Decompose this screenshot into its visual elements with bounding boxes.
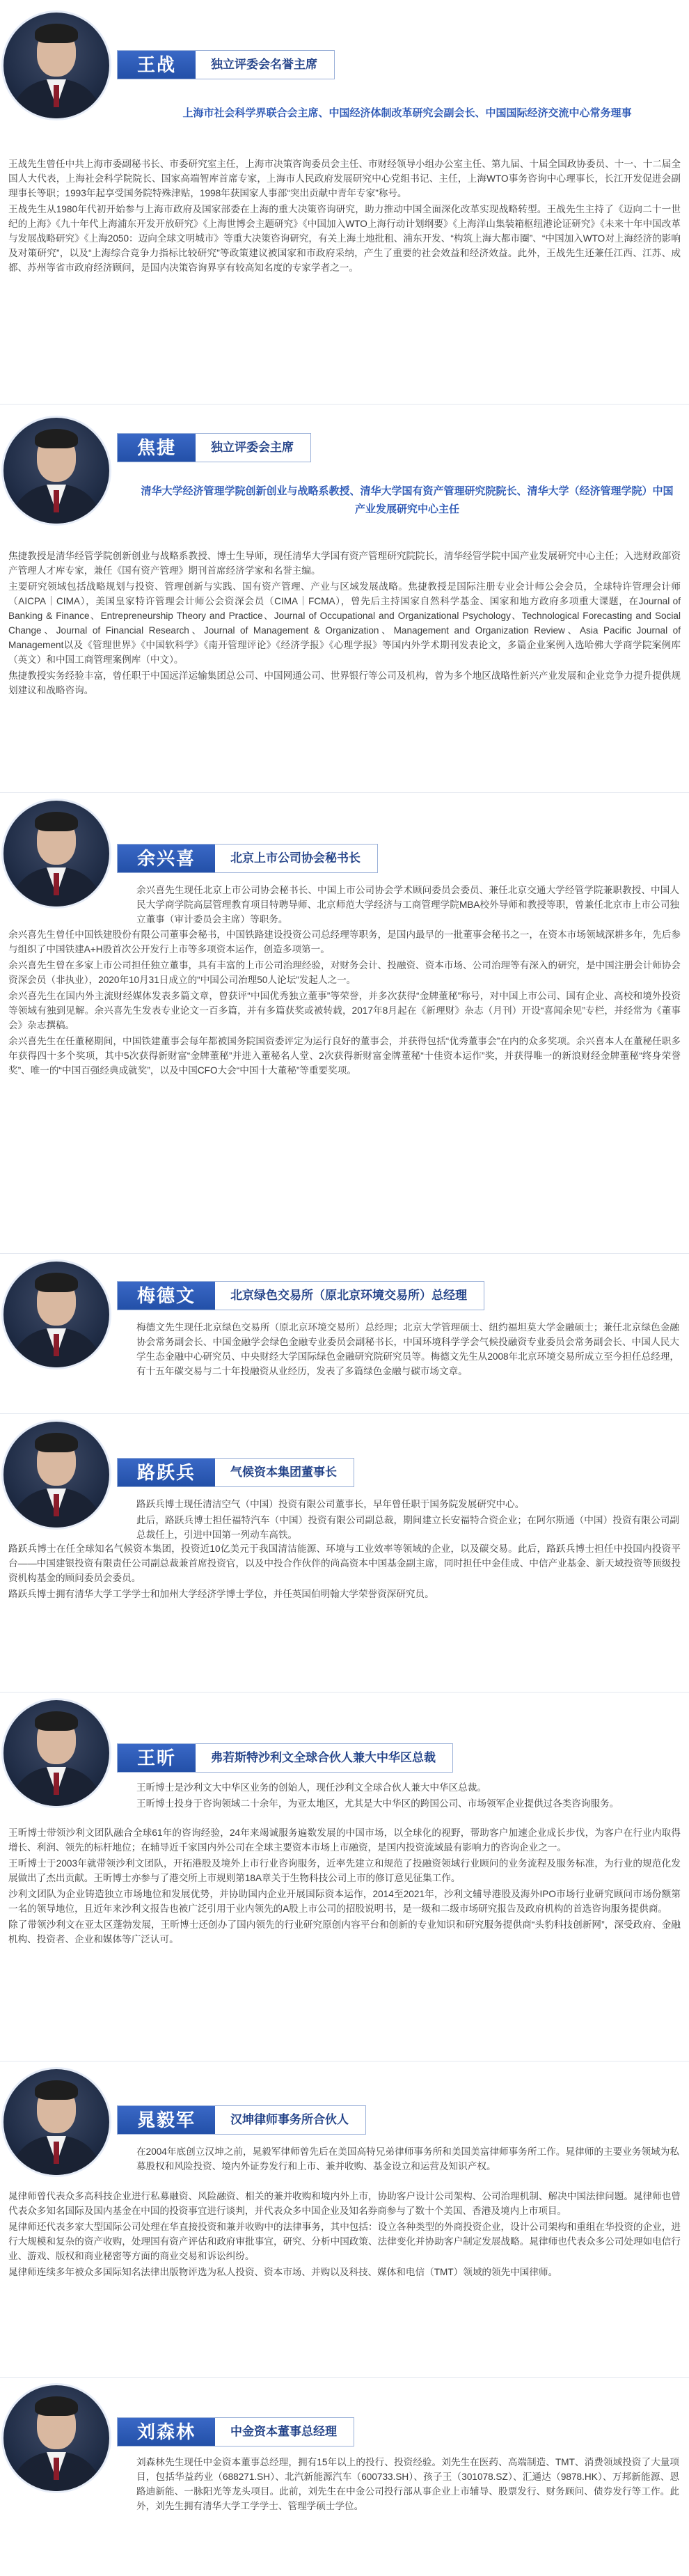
speaker-bio (136, 1780, 679, 1812)
speaker-name-badge (117, 1281, 484, 1310)
bio-paragraph: 王战先生曾任中共上海市委副秘书长、市委研究室主任，上海市决策咨询委员会主任、市财经领导小组办公室主任、第九届、十届全国政协委员、十一、十二届全国人大代表，上海社会科学院院长、国家高端智库首席专家，上海市人民政府发展研究中心党组书记、主任，上海WTO事务咨询中心理事长，长江开发促进会副理事长等职；1993年起享受国务院特殊津贴，1998年获国家人事部“突出贡献中青年专家”称号。 (8, 159, 681, 198)
speaker-bio-continued (8, 1541, 681, 1603)
speaker-name-badge (117, 1458, 354, 1487)
speaker-title: 北京绿色交易所（原北京环境交易所）总经理 (230, 1289, 468, 1302)
bio-paragraph: 余兴喜先生现任北京上市公司协会秘书长、中国上市公司协会学术顾问委员会委员、兼任北京交通大学经管学院兼职教授、中国人民大学商学院高层管理教育项目特聘导师、北京师范大学经济与工商管理学院MBA校外导师和教授等职，曾兼任北京市上市公司独立董事（审计委员会主席）等职务。 (136, 885, 679, 925)
speaker-name: 路跃兵 (118, 1459, 215, 1486)
speaker-bio-continued (8, 2189, 681, 2281)
bio-paragraph: 余兴喜先生在任董秘期间，中国铁建董事会每年都被国务院国资委评定为运行良好的董事会，并获得包括“优秀董事会”在内的众多奖项。余兴喜本人在董秘任职多年获得四十多个奖项，其中5次获得新财富“金牌董秘”并进入董秘名人堂、2次获得新财富金牌董秘“十佳资本运作”奖，并获得唯一的新浪财经金牌董秘“终身荣誉奖”、唯一的“中国百强经典成就奖”，以及中国CFO大会“中国十大董秘”等重要奖项。 (8, 1036, 681, 1076)
speaker-title: 北京上市公司协会秘书长 (230, 851, 361, 865)
bio-paragraph: 梅德文先生现任北京绿色交易所（原北京环境交易所）总经理；北京大学管理硕士、纽约福坦莫大学金融硕士；兼任北京绿色金融协会常务副会长、中国金融学会绿色金融专业委员会副秘书长，中国环境科学学会气候投融资专业委员会常务副会长、中国人民大学生态金融中心研究员、中央财经大学国际绿色金融研究院研究员等。梅德文先生从2008年北京环境交易所成立至今担任总经理，有十五年碳交易与二十年投融资从业经历，发表了多篇绿色金融与碳市场文章。 (136, 1322, 679, 1376)
speaker-card (0, 801, 689, 1253)
speaker-title: 汉坤律师事务所合伙人 (230, 2113, 349, 2126)
bio-paragraph: 王昕博士带领沙利文团队融合全球61年的咨询经验，24年来竭诚服务遍数发展的中国市场，以全球化的视野，帮助客户加速企业成长步伐，为客户在行业内取得增长、利润、领先的标杆地位；在辅导近千家国内外公司在全球主要资本市场上市融资，是国内投资流域最有影响力的咨询企业之一。 (8, 1828, 681, 1853)
speaker-card (0, 1262, 689, 1408)
speaker-title: 独立评委会名誉主席 (211, 58, 318, 71)
speaker-photo (3, 1422, 109, 1527)
speaker-bio (136, 1497, 679, 1544)
speaker-name: 焦捷 (118, 434, 196, 462)
speaker-bio-continued (8, 1825, 681, 1948)
speaker-photo (3, 2385, 109, 2491)
bio-paragraph: 王昕博士是沙利文大中华区业务的创始人，现任沙利文全球合伙人兼大中华区总裁。 (136, 1782, 486, 1793)
speaker-card (0, 2385, 689, 2573)
speaker-name: 余兴喜 (118, 845, 215, 872)
speaker-name-badge (117, 1743, 453, 1773)
bio-paragraph: 余兴喜先生曾在多家上市公司担任独立董事，具有丰富的上市公司治理经验，对财务会计、投融资、资本市场、公司治理等有深入的研究，是中国注册会计师协会资深会员（非执业），2020年10月31日成立的“中国公司治理50人论坛”发起人之一。 (8, 960, 681, 985)
bio-paragraph: 除了带领沙利文在亚太区蓬勃发展，王昕博士还创办了国内领先的行业研究原创内容平台和创新的专业知识和研究服务提供商“头豹科技创新网”，深受政府、金融机构、投资者、企业和媒体等广泛认可。 (8, 1919, 681, 1945)
speaker-bio (136, 883, 679, 928)
speaker-photo (3, 2069, 109, 2175)
speaker-bio-continued (8, 927, 681, 1079)
speaker-card (0, 418, 689, 787)
speaker-name: 梅德文 (118, 1282, 215, 1310)
bio-paragraph: 晁律师连续多年被众多国际知名法律出版物评选为私人投资、资本市场、并购以及科技、媒体和电信（TMT）领域的领先中国律师。 (8, 2267, 558, 2277)
bio-paragraph: 焦捷教授实务经验丰富，曾任职于中国远洋运输集团总公司、中国网通公司、世界银行等公司及机构，曾为多个地区战略性新兴产业发展和企业竞争力提升提供规划建议和战略咨询。 (8, 670, 681, 696)
speaker-name-badge (117, 433, 311, 462)
speaker-bio (136, 2144, 679, 2175)
speaker-bio (136, 1320, 679, 1380)
speaker-name-badge (117, 2105, 366, 2135)
bio-paragraph: 晁律师曾代表众多高科技企业进行私募融资、风险融资、相关的兼并收购和境内外上市，协助客户设计公司架构、公司治理机制、解决中国法律问题。晁律师也曾代表众多知名国际及国内基金在中国的投资事宜进行谈判，并代表众多中国企业及知名券商参与了数十个美国、香港及境内上市项目。 (8, 2191, 681, 2216)
speaker-photo (3, 801, 109, 906)
speaker-name: 王战 (118, 51, 196, 79)
section-divider (0, 1413, 689, 1414)
bio-paragraph: 沙利文团队为企业铸造独立市场地位和发展优势，并协助国内企业开展国际资本运作，2014至2021年，沙利文辅导港股及海外IPO市场行业研究顾问市场份额第一名的领导地位，且近年来沙利文报告也被广泛引用于业内领先的A股上市公司的招股说明书，是一级和二级市场研究报告及政府机构的首选咨询服务提供商。 (8, 1889, 681, 1914)
speaker-photo (3, 418, 109, 524)
section-divider (0, 1253, 689, 1254)
speaker-card (0, 2069, 689, 2375)
speaker-card (0, 1422, 689, 1686)
speaker-title: 弗若斯特沙利文全球合伙人兼大中华区总裁 (211, 1751, 436, 1764)
bio-paragraph: 此后，路跃兵博士担任福特汽车（中国）投资有限公司副总裁，期间建立长安福特合资企业；在阿尔斯通（中国）投资有限公司副总裁任上，引进中国第一列动车高铁。 (136, 1515, 679, 1540)
speaker-card (0, 0, 689, 402)
speaker-name: 刘森林 (118, 2418, 215, 2446)
bio-paragraph: 王战先生从1980年代初开始参与上海市政府及国家部委在上海的重大决策咨询研究，助力推动中国全面深化改革实现战略转型。王战先生主持了《迈向二十一世纪的上海》《九十年代上海浦东开发开放研究》《上海世博会主题研究》《中国加入WTO上海行动计划纲要》《上海洋山集装箱枢纽港论证研究》《未来十年中国改革与发展战略研究》《上海2050：迈向全球文明城市》等重大决策咨询研究，有关上海土地批租、浦东开发、“构筑上海大都市圈”、“中国加入WTO对上海经济的影响及对策研究”，以及“上海综合竞争力指标比较研究”等政策建议被国家和市政府采纳，产生了重要的社会效益和经济效益。此外，王战先生还兼任江西、江苏、成都、苏州等省市政府经济顾问，是国内决策咨询界享有较高知名度的专家学者之一。 (8, 204, 681, 273)
section-divider (0, 404, 689, 405)
speaker-affiliation: 上海市社会科学界联合会主席、中国经济体制改革研究会副会长、中国国际经济交流中心常务理事 (182, 107, 632, 119)
section-divider (0, 1692, 689, 1693)
speaker-name: 晁毅军 (118, 2106, 215, 2134)
section-divider (0, 2377, 689, 2378)
speaker-name-badge (117, 844, 378, 873)
bio-paragraph: 主要研究领域包括战略规划与投资、管理创新与实践、国有资产管理、产业与区域发展战略。焦捷教授是国际注册专业会计师公会会员，全球特许管理会计师（AICPA｜CIMA），美国皇家特许管理会计师公会资深会员（CIMA｜FCMA），曾先后主持国家自然科学基金、国家和地方政府多项重大课题，在Journal of Banking & Finance、Entrepreneurship Theory and Practice、Journal of Occupational and Organizational Psychology、Technological Forecasting and Social Change、Journal of Financial Research、Journal of Management & Organization、Management and Organization Review、Asia Pacific Journal of Management以及《管理世界》《中国软科学》《南开管理评论》《经济学报》《心理学报》等国内外学术期刊发表论文，多篇企业案例入选哈佛大学商学院案例库（英文）和中国工商管理案例库（中文）。 (8, 581, 681, 665)
speaker-photo (3, 13, 109, 118)
section-divider (0, 792, 689, 793)
speaker-title: 气候资本集团董事长 (230, 1466, 338, 1479)
speaker-card (0, 1700, 689, 2062)
speaker-photo (3, 1700, 109, 1806)
bio-paragraph: 路跃兵博士拥有清华大学工学学士和加州大学经济学博士学位，并任英国伯明翰大学荣誉资深研究员。 (8, 1589, 434, 1599)
bio-paragraph: 焦捷教授是清华经管学院创新创业与战略系教授、博士生导师，现任清华大学国有资产管理研究院院长，清华经管学院中国产业发展研究中心主任；入选财政部资产管理人才库专家，兼任《国有资产管理》期刊首席经济学家和名誉主编。 (8, 551, 681, 576)
bio-paragraph: 余兴喜先生曾任中国铁建股份有限公司董事会秘书，中国铁路建设投资公司总经理等职务，是国内最早的一批董事会秘书之一，在资本市场领域深耕多年，先后参与组织了中国铁建A+H股首次公开发行上市等多项资本运作，创造多项第一。 (8, 929, 681, 955)
speaker-photo (3, 1262, 109, 1367)
bio-paragraph: 余兴喜先生在国内外主流财经媒体发表多篇文章，曾获评“中国优秀独立董事”等荣誉，并多次获得“金牌董秘”称号，对中国上市公司、国有企业、高校和境外投资等领域有独到见解。余兴喜先生发表专业论文一百多篇，并有多篇获奖或被转载，2017年8月起在《新理财》杂志（月刊）开设“喜闻余见”专栏，并经常为《董事会》杂志撰稿。 (8, 991, 681, 1030)
bio-paragraph: 路跃兵博士在任全球知名气候资本集团，投资近10亿美元于我国清洁能源、环境与工业效率等领域的企业，以及碳交易。此后，路跃兵博士担任中投国内投资平台——中国建银投资有限责任公司副总裁兼首席投资官，以及中投合作伙伴的尚高资本中国基金副主席，同时担任中金佳成、中信产业基金、新天域投资等顶级投资机构基金的顾问委员会委员。 (8, 1544, 681, 1583)
speaker-name: 王昕 (118, 1744, 196, 1772)
bio-paragraph: 王昕博士投身于咨询领域二十余年，为亚太地区，尤其是大中华区的跨国公司、市场领军企业提供过各类咨询服务。 (136, 1798, 619, 1809)
speaker-title: 中金资本董事总经理 (230, 2425, 338, 2438)
bio-paragraph: 刘森林先生现任中金资本董事总经理，拥有15年以上的投行、投资经验。刘先生在医药、高端制造、TMT、消费领域投资了大量项目，包括华益药业（688271.SH）、北汽新能源汽车（600733.SH）、孩子王（301078.SZ）、汇通达（9878.HK）、万邦新能源、恩路迪新能、一脉阳光等龙头项目。此前，刘先生在中金公司投行部从事企业上市辅导、股票发行、财务顾问、债券发行等工作。此外，刘先生拥有清华大学工学学士、管理学硕士学位。 (136, 2457, 679, 2511)
speaker-bio (8, 549, 681, 699)
speaker-name-badge (117, 2417, 354, 2447)
speaker-bio (136, 2455, 679, 2515)
speaker-affiliation: 清华大学经济管理学院创新创业与战略系教授、清华大学国有资产管理研究院院长、清华大学（经济管理学院）中国产业发展研究中心主任 (141, 485, 674, 515)
bio-paragraph: 在2004年底创立汉坤之前，晁毅军律师曾先后在美国高特兄弟律师事务所和美国美富律师事务所工作。晁律师的主要业务领域为私募股权和风险投资、境内外证券发行和上市、兼并收购、基金设立和运营及知识产权。 (136, 2146, 679, 2171)
speaker-title: 独立评委会主席 (211, 441, 294, 454)
bio-paragraph: 晁律师还代表多家大型国际公司处理在华直接投资和兼并收购中的法律事务，其中包括：设立各种类型的外商投资企业，设计公司架构和重组在华投资的企业，进行大规模和复杂的资产收购，处理国有资产评估和政府审批事宜，研究、分析中国政策、法律变化并协助客户制定发展战略。晁律师也代表众多公司处理如电信行业、游戏、版权和商业秘密等方面的商业交易和诉讼纠纷。 (8, 2222, 681, 2261)
bio-paragraph: 路跃兵博士现任清洁空气（中国）投资有限公司董事长，早年曾任职于国务院发展研究中心。 (136, 1499, 525, 1509)
speaker-name-badge (117, 50, 335, 79)
bio-paragraph: 王昕博士于2003年就带领沙利文团队，开拓港股及境外上市行业咨询服务，近率先建立和规范了投融资领域行业顾问的业务流程及服务标准，为行业的规范化发展做出了杰出贡献。王昕博士亦参与了港交所上市规则第18A章关于生物科技公司上市的修订意见征集工作。 (8, 1858, 681, 1883)
speaker-bio (8, 157, 681, 276)
